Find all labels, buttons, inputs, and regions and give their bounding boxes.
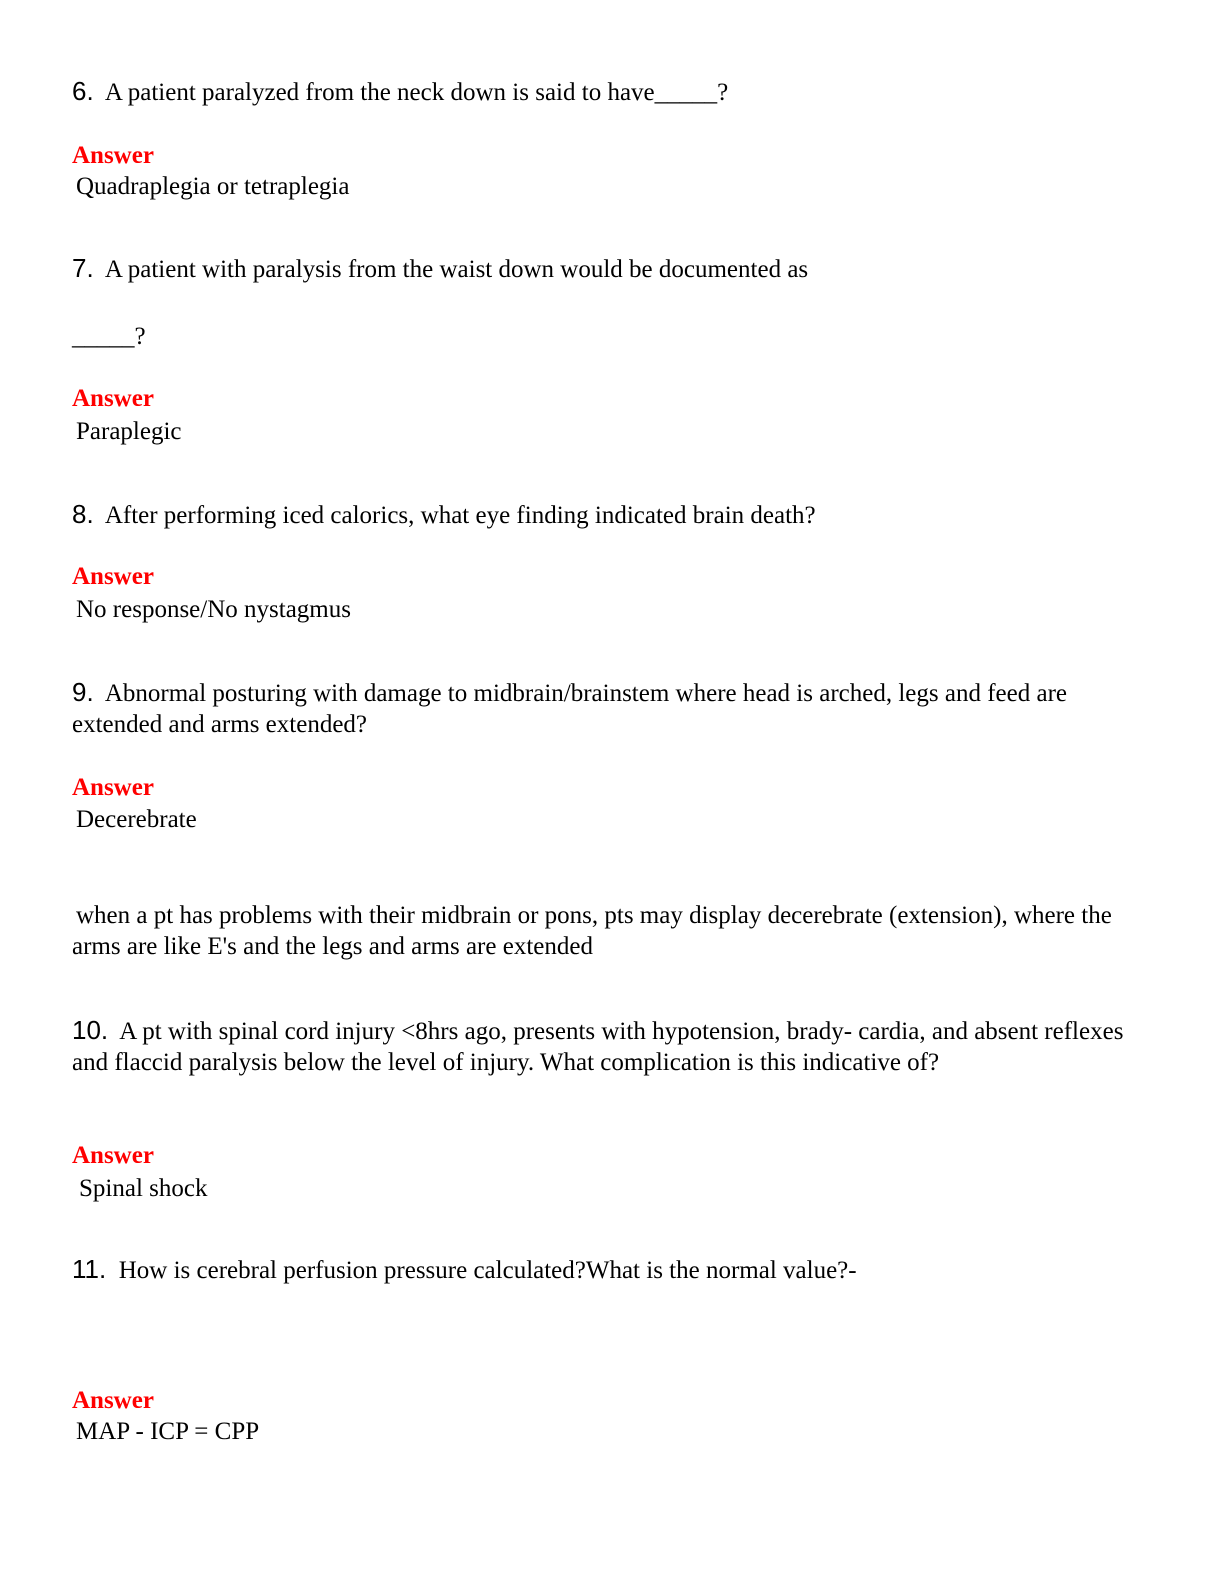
question-text: A pt with spinal cord injury <8hrs ago, presents with hypotension, brady- cardia, and absent reflexes and flaccid paralysis below the level of injury. What complication is this indicative of? xyxy=(72,1018,1124,1076)
question-number: 6. xyxy=(72,76,94,106)
question-text: A patient with paralysis from the waist down would be documented as xyxy=(104,256,809,283)
question-blank: _____? xyxy=(72,323,146,350)
question-text: After performing iced calorics, what eye finding indicated brain death? xyxy=(104,502,816,529)
answer-label: Answer xyxy=(72,774,154,801)
question-11 xyxy=(72,1254,1152,1286)
answer-label: Answer xyxy=(72,1387,154,1414)
question-number: 7. xyxy=(72,253,94,283)
answer-label: Answer xyxy=(72,385,154,412)
question-8 xyxy=(72,499,1152,531)
question-number: 11. xyxy=(72,1254,107,1284)
answer-label: Answer xyxy=(72,1142,154,1169)
answer-text: Decerebrate xyxy=(76,806,197,833)
answer-label: Answer xyxy=(72,142,154,169)
question-6 xyxy=(72,76,1152,108)
question-text: How is cerebral perfusion pressure calculated?What is the normal value?- xyxy=(118,1257,857,1284)
answer-label: Answer xyxy=(72,563,154,590)
question-text: Abnormal posturing with damage to midbrain/brainstem where head is arched, legs and feed are extended and arms extended? xyxy=(72,680,1067,738)
answer-text: Spinal shock xyxy=(79,1175,208,1202)
answer-text: MAP - ICP = CPP xyxy=(76,1418,260,1445)
question-number: 10. xyxy=(72,1015,109,1045)
answer-text: No response/No nystagmus xyxy=(76,596,351,623)
answer-text: Quadraplegia or tetraplegia xyxy=(76,173,350,200)
answer-text: Paraplegic xyxy=(76,418,182,445)
question-7 xyxy=(72,253,1152,285)
question-text: A patient paralyzed from the neck down is said to have_____? xyxy=(104,79,729,106)
answer-explanation: when a pt has problems with their midbrain or pons, pts may display decerebrate (extension), where the arms are like E's and the legs and arms are extended xyxy=(72,902,1112,960)
question-10 xyxy=(72,1015,1152,1078)
question-number: 8. xyxy=(72,499,94,529)
question-9 xyxy=(72,677,1152,740)
question-number: 9. xyxy=(72,677,94,707)
